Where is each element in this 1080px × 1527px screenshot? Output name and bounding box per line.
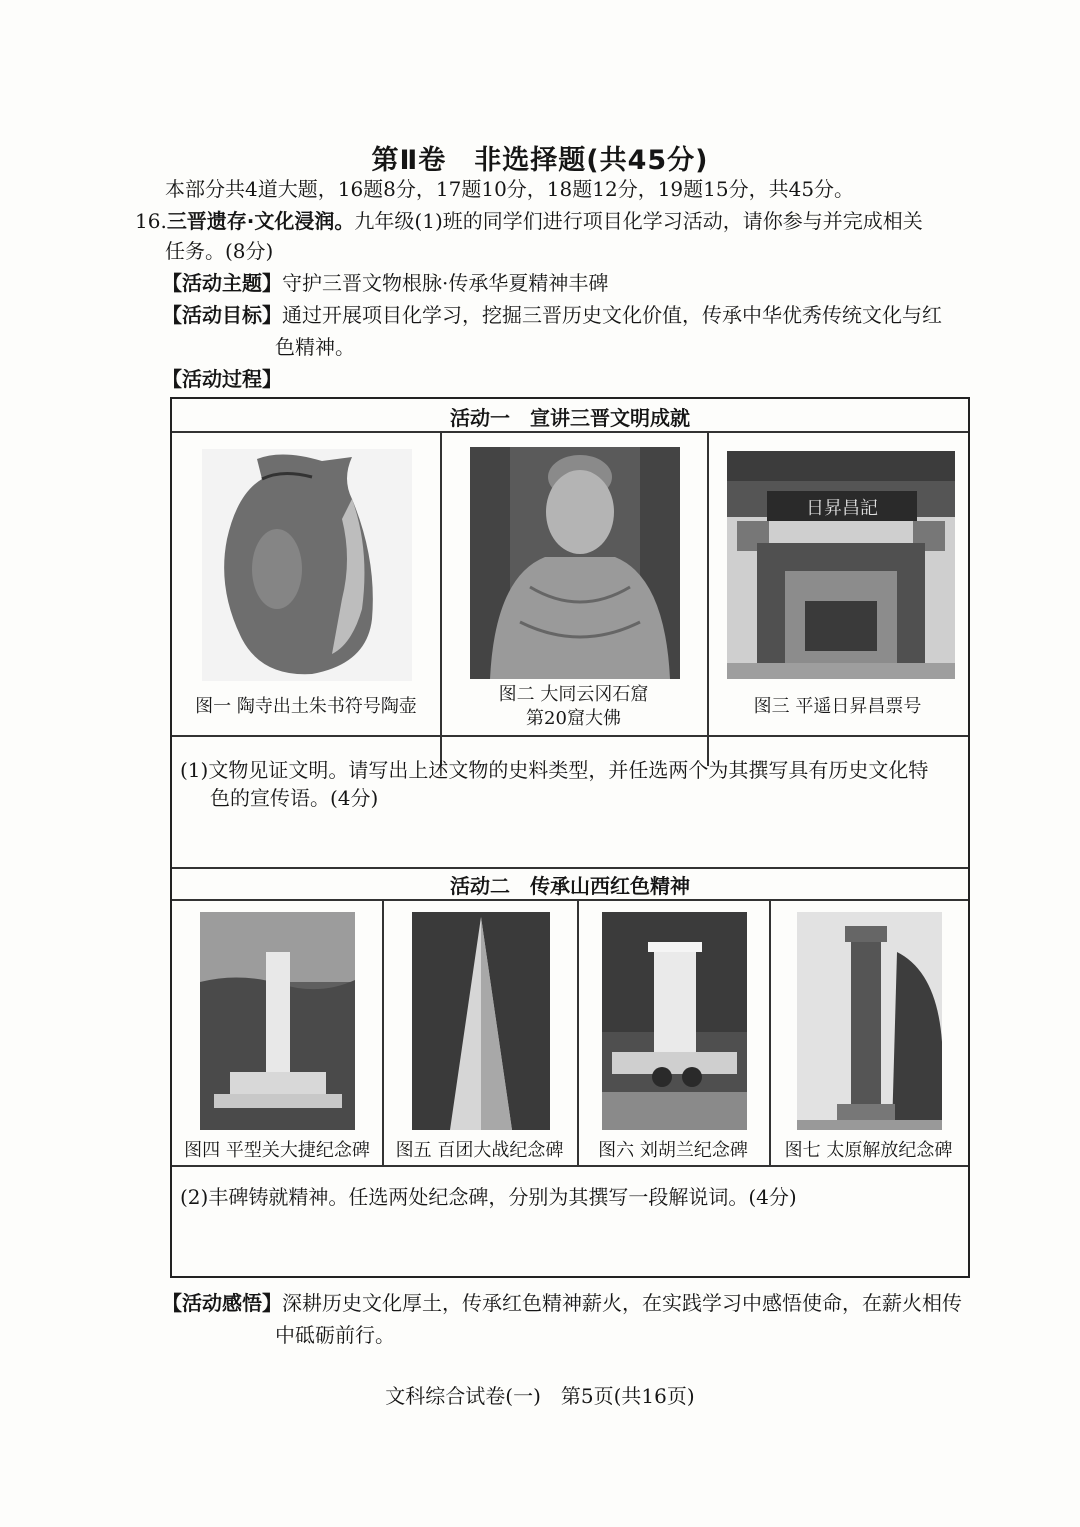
caption-fig6: 图六 刘胡兰纪念碑 xyxy=(598,1140,748,1161)
rishengchang-photo xyxy=(727,451,955,679)
activity1-question-cont: 色的宣传语。(4分) xyxy=(210,786,379,810)
process-label: 【活动过程】 xyxy=(162,367,282,391)
pingxingguan-monument-photo xyxy=(200,912,355,1130)
signboard-text: 日昇昌記 xyxy=(806,498,878,519)
caption-fig1: 图一 陶寺出土朱书符号陶壶 xyxy=(195,696,417,717)
activity-table xyxy=(170,397,970,1278)
caption-fig3: 图三 平遥日昇昌票号 xyxy=(753,696,922,717)
section-title: 第Ⅱ卷 非选择题(共45分) xyxy=(371,145,709,176)
baituan-monument-photo xyxy=(412,912,550,1130)
question-heading: 三晋遗存·文化浸润。 xyxy=(166,209,355,233)
activity-goal xyxy=(162,300,942,330)
reflection-text-cont: 中砥砺前行。 xyxy=(275,1323,395,1347)
activity-theme xyxy=(162,268,608,298)
caption-fig2-line2: 第20窟大佛 xyxy=(526,708,621,729)
theme-text: 守护三晋文物根脉·传承华夏精神丰碑 xyxy=(282,271,609,295)
caption-fig4: 图四 平型关大捷纪念碑 xyxy=(184,1140,370,1161)
goal-text: 通过开展项目化学习，挖掘三晋历史文化价值，传承中华优秀传统文化与红 xyxy=(282,303,942,327)
caption-fig2-line1: 图二 大同云冈石窟 xyxy=(498,684,649,705)
pottery-pot-photo xyxy=(202,449,412,681)
theme-label: 【活动主题】 xyxy=(162,271,282,295)
reflection-label: 【活动感悟】 xyxy=(162,1291,282,1315)
goal-label: 【活动目标】 xyxy=(162,303,282,327)
activity1-question: (1)文物见证文明。请写出上述文物的史料类型，并任选两个为其撰写具有历史文化特 xyxy=(180,758,929,782)
question-number: 16. xyxy=(135,209,167,233)
liuhulan-monument-photo xyxy=(602,912,747,1130)
activity2-question: (2)丰碑铸就精神。任选两处纪念碑，分别为其撰写一段解说词。(4分) xyxy=(180,1185,797,1209)
activity1-title: 活动一 宣讲三晋文明成就 xyxy=(450,406,690,430)
question-text-cont: 任务。(8分) xyxy=(165,239,274,263)
question-16 xyxy=(135,206,923,236)
taiyuan-liberation-monument-photo xyxy=(797,912,942,1130)
activity2-title: 活动二 传承山西红色精神 xyxy=(450,874,690,898)
goal-text-cont: 色精神。 xyxy=(275,335,355,359)
activity-reflection xyxy=(162,1288,962,1318)
question-text: 九年级(1)班的同学们进行项目化学习活动，请你参与并完成相关 xyxy=(354,209,923,233)
yungang-buddha-photo xyxy=(470,447,680,679)
caption-fig5: 图五 百团大战纪念碑 xyxy=(395,1140,564,1161)
section-intro: 本部分共4道大题，16题8分，17题10分，18题12分，19题15分，共45分。 xyxy=(165,177,855,201)
reflection-text: 深耕历史文化厚土，传承红色精神薪火，在实践学习中感悟使命，在薪火相传 xyxy=(282,1291,962,1315)
page-footer: 文科综合试卷(一) 第5页(共16页) xyxy=(385,1384,695,1408)
caption-fig7: 图七 太原解放纪念碑 xyxy=(784,1140,953,1161)
